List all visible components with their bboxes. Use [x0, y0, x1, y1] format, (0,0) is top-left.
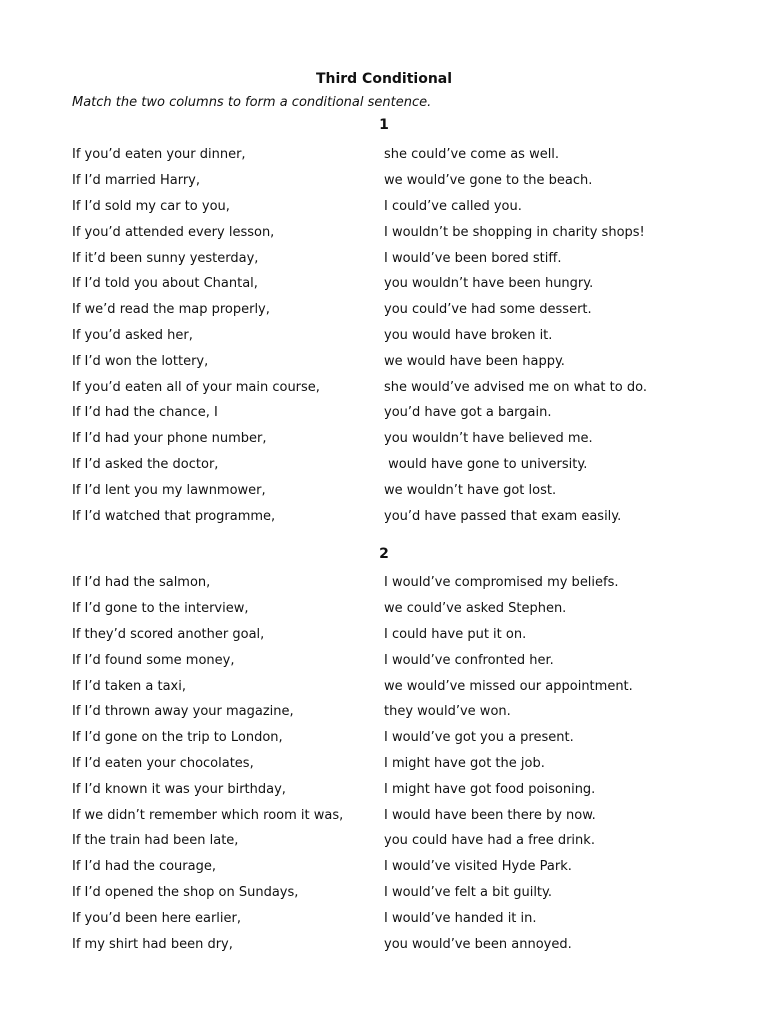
if-clause: If you’d eaten your dinner, [72, 147, 246, 163]
if-clause: If I’d taken a taxi, [72, 678, 186, 694]
if-clause: If I’d had your phone number, [72, 431, 267, 447]
if-clause: If I’d gone on the trip to London, [72, 730, 283, 746]
result-clause: I would’ve felt a bit guilty. [384, 884, 553, 900]
result-clause: we would’ve missed our appointment. [384, 678, 633, 694]
result-clause: she would’ve advised me on what to do. [384, 379, 647, 395]
result-clause: would have gone to university. [384, 456, 588, 472]
page-title: Third Conditional [315, 71, 453, 87]
if-clause: If I’d married Harry, [72, 173, 201, 189]
sentence-row [72, 374, 692, 400]
result-clause: I would have been there by now. [384, 807, 596, 823]
result-clause: I might have got food poisoning. [384, 781, 596, 797]
result-clause: you would’ve been annoyed. [384, 936, 572, 952]
result-clause: you could’ve had some dessert. [384, 302, 592, 318]
result-clause: we would’ve gone to the beach. [384, 173, 593, 189]
sentence-row [72, 725, 692, 751]
sentence-row [72, 142, 692, 168]
result-clause: you wouldn’t have been hungry. [384, 276, 594, 292]
result-clause: they would’ve won. [384, 704, 511, 720]
if-clause: If I’d had the chance, I [72, 405, 218, 421]
sentence-row [72, 699, 692, 725]
instructions: Match the two columns to form a conditional sentence. [72, 95, 432, 110]
if-clause: If I’d won the lottery, [72, 353, 209, 369]
section-1-number: 1 [379, 117, 389, 133]
result-clause: I could’ve called you. [384, 198, 522, 214]
if-clause: If I’d gone to the interview, [72, 601, 249, 617]
if-clause: If we didn’t remember which room it was, [72, 807, 344, 823]
sentence-row [72, 622, 692, 648]
sentence-row [72, 905, 692, 931]
result-clause: you would have broken it. [384, 327, 553, 343]
sentence-row [72, 570, 692, 596]
result-clause: I could have put it on. [384, 626, 527, 642]
result-clause: I would’ve visited Hyde Park. [384, 859, 572, 875]
if-clause: If I’d asked the doctor, [72, 456, 219, 472]
sentence-row [72, 751, 692, 777]
section-2-rows [72, 570, 692, 957]
sentence-row [72, 297, 692, 323]
sentence-row [72, 776, 692, 802]
sentence-row [72, 828, 692, 854]
result-clause: I would’ve got you a present. [384, 730, 574, 746]
sentence-row [72, 400, 692, 426]
result-clause: we could’ve asked Stephen. [384, 601, 567, 617]
sentence-row [72, 245, 692, 271]
if-clause: If I’d had the salmon, [72, 575, 211, 591]
result-clause: you could have had a free drink. [384, 833, 595, 849]
section-1-rows [72, 142, 692, 529]
if-clause: If I’d sold my car to you, [72, 198, 230, 214]
if-clause: If the train had been late, [72, 833, 239, 849]
sentence-row [72, 647, 692, 673]
section-2-number: 2 [379, 546, 389, 562]
if-clause: If it’d been sunny yesterday, [72, 250, 259, 266]
if-clause: If I’d told you about Chantal, [72, 276, 258, 292]
result-clause: we wouldn’t have got lost. [384, 482, 557, 498]
if-clause: If I’d opened the shop on Sundays, [72, 884, 299, 900]
if-clause: If I’d eaten your chocolates, [72, 755, 254, 771]
result-clause: I would’ve confronted her. [384, 652, 554, 668]
result-clause: she could’ve come as well. [384, 147, 560, 163]
sentence-row [72, 426, 692, 452]
sentence-row [72, 673, 692, 699]
sentence-row [72, 596, 692, 622]
result-clause: I might have got the job. [384, 755, 545, 771]
result-clause: you’d have passed that exam easily. [384, 508, 622, 524]
if-clause: If you’d been here earlier, [72, 910, 241, 926]
sentence-row [72, 271, 692, 297]
sentence-row [72, 219, 692, 245]
if-clause: If I’d lent you my lawnmower, [72, 482, 266, 498]
sentence-row [72, 452, 692, 478]
sentence-row [72, 323, 692, 349]
if-clause: If they’d scored another goal, [72, 626, 265, 642]
if-clause: If my shirt had been dry, [72, 936, 233, 952]
if-clause: If I’d watched that programme, [72, 508, 276, 524]
sentence-row [72, 854, 692, 880]
if-clause: If you’d eaten all of your main course, [72, 379, 320, 395]
if-clause: If I’d had the courage, [72, 859, 216, 875]
if-clause: If I’d known it was your birthday, [72, 781, 286, 797]
sentence-row [72, 931, 692, 957]
sentence-row [72, 802, 692, 828]
if-clause: If I’d found some money, [72, 652, 235, 668]
if-clause: If we’d read the map properly, [72, 302, 270, 318]
sentence-row [72, 477, 692, 503]
sentence-row [72, 880, 692, 906]
sentence-row [72, 168, 692, 194]
sentence-row [72, 503, 692, 529]
if-clause: If you’d attended every lesson, [72, 224, 275, 240]
result-clause: you’d have got a bargain. [384, 405, 552, 421]
if-clause: If I’d thrown away your magazine, [72, 704, 294, 720]
sentence-row [72, 194, 692, 220]
sentence-row [72, 348, 692, 374]
if-clause: If you’d asked her, [72, 327, 193, 343]
result-clause: you wouldn’t have believed me. [384, 431, 593, 447]
result-clause: I would’ve handed it in. [384, 910, 537, 926]
result-clause: I wouldn’t be shopping in charity shops! [384, 224, 645, 240]
result-clause: I would’ve been bored stiff. [384, 250, 562, 266]
result-clause: I would’ve compromised my beliefs. [384, 575, 619, 591]
result-clause: we would have been happy. [384, 353, 565, 369]
